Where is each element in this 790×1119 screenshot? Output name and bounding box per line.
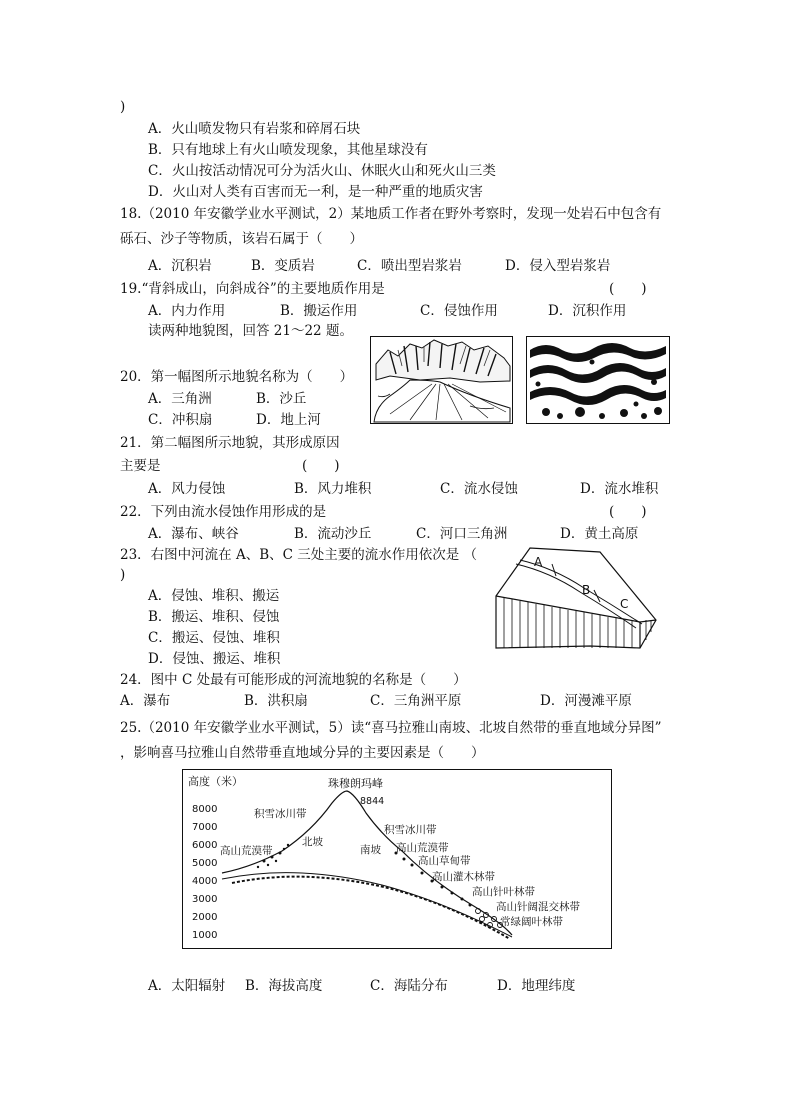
q23-option-b[interactable]: B．搬运、堆积、侵蚀 (148, 609, 280, 625)
q21-option-a[interactable]: A．风力侵蚀 (148, 481, 226, 497)
south-zone-alpine-meadow: 高山草甸带 (418, 855, 471, 867)
south-zone-alpine-conifer: 高山针叶林带 (472, 886, 535, 898)
q22-option-b[interactable]: B．流动沙丘 (294, 526, 372, 542)
q21-option-b[interactable]: B．风力堆积 (294, 481, 372, 497)
q25-stem-line1: 25.（2010 年安徽学业水平测试，5）读“喜马拉雅山南坡、北坡自然带的垂直地域分异图” (120, 720, 662, 736)
q22-option-d[interactable]: D．黄土高原 (560, 526, 639, 542)
north-slope-label: 北坡 (302, 836, 323, 848)
q18-option-a[interactable]: A．沉积岩 (148, 258, 212, 274)
q22-stem: 22．下列由流水侵蚀作用形成的是 (120, 504, 327, 520)
q23-option-c[interactable]: C．搬运、侵蚀、堆积 (148, 630, 280, 646)
q19-option-d[interactable]: D．沉积作用 (548, 303, 627, 319)
q17-tail: ) (120, 99, 126, 115)
q23-stem-line2: ) (120, 567, 126, 583)
q17-option-c[interactable]: C．火山按活动情况可分为活火山、休眠火山和死火山三类 (148, 163, 496, 179)
q17-option-d[interactable]: D．火山对人类有百害而无一利，是一种严重的地质灾害 (148, 184, 483, 200)
q25-option-d[interactable]: D．地理纬度 (497, 978, 576, 994)
q17-option-b[interactable]: B．只有地球上有火山喷发现象，其他星球没有 (148, 142, 428, 158)
y-tick-1000: 1000 (192, 930, 218, 941)
q24-option-b[interactable]: B．洪积扇 (244, 693, 308, 709)
south-zone-snow-ice: 积雪冰川带 (384, 824, 437, 836)
river-label-a: A (534, 555, 543, 569)
figure-sand-dunes (526, 336, 670, 424)
q25-option-b[interactable]: B．海拔高度 (245, 978, 323, 994)
q20-stem: 20．第一幅图所示地貌名称为（ ） (120, 369, 354, 385)
south-zone-evergreen-broadleaf: 常绿阔叶林带 (500, 916, 563, 928)
q23-stem-line1: 23．右图中河流在 A、B、C 三处主要的流水作用依次是 （ (120, 547, 478, 563)
peak-height: 8844 (360, 796, 385, 807)
q18-option-b[interactable]: B．变质岩 (251, 258, 315, 274)
q21-stem-line1: 21．第二幅图所示地貌，其形成原因 (120, 435, 340, 451)
q24-option-c[interactable]: C．三角洲平原 (370, 693, 462, 709)
y-tick-3000: 3000 (192, 894, 218, 905)
south-zone-alpine-desert: 高山荒漠带 (396, 842, 449, 854)
y-tick-7000: 7000 (192, 822, 218, 833)
q23-option-a[interactable]: A．侵蚀、堆积、搬运 (148, 588, 280, 604)
q24-stem: 24．图中 C 处最有可能形成的河流地貌的名称是（ ） (120, 672, 467, 688)
q20-option-b[interactable]: B．沙丘 (256, 391, 307, 407)
q19-option-c[interactable]: C．侵蚀作用 (420, 303, 498, 319)
river-label-c: C (620, 597, 629, 611)
q25-option-a[interactable]: A．太阳辐射 (148, 978, 226, 994)
q20-option-c[interactable]: C．冲积扇 (148, 412, 213, 428)
reading-intro-21-22: 读两种地貌图，回答 21～22 题。 (148, 323, 353, 339)
figure-river-block-diagram (490, 540, 666, 652)
y-tick-5000: 5000 (192, 858, 218, 869)
q18-stem-line2: 砾石、沙子等物质，该岩石属于（ ） (120, 231, 363, 247)
q19-answer-bracket[interactable]: ( ) (609, 281, 647, 297)
y-tick-6000: 6000 (192, 840, 218, 851)
q25-option-c[interactable]: C．海陆分布 (370, 978, 448, 994)
q22-answer-bracket[interactable]: ( ) (609, 504, 647, 520)
peak-name: 珠穆朗玛峰 (328, 777, 383, 790)
river-label-b: B (582, 583, 591, 597)
south-slope-label: 南坡 (360, 844, 381, 856)
q25-stem-line2: ，影响喜马拉雅山自然带垂直地域分异的主要因素是（ ） (120, 745, 485, 761)
q24-option-a[interactable]: A．瀑布 (120, 693, 171, 709)
q21-answer-bracket[interactable]: ( ) (302, 458, 340, 474)
y-tick-4000: 4000 (192, 876, 218, 887)
q19-option-a[interactable]: A．内力作用 (148, 303, 226, 319)
figure-alluvial-fan (370, 336, 513, 424)
q18-option-c[interactable]: C．喷出型岩浆岩 (357, 258, 462, 274)
q22-option-c[interactable]: C．河口三角洲 (416, 526, 508, 542)
north-zone-alpine-desert: 高山荒漠带 (220, 845, 273, 857)
y-tick-2000: 2000 (192, 912, 218, 923)
south-zone-alpine-shrub: 高山灌木林带 (432, 871, 495, 883)
q19-option-b[interactable]: B．搬运作用 (280, 303, 358, 319)
q18-option-d[interactable]: D．侵入型岩浆岩 (505, 258, 611, 274)
q18-stem-line1: 18.（2010 年安徽学业水平测试，2）某地质工作者在野外考察时，发现一处岩石中包含有 (120, 206, 662, 222)
q22-option-a[interactable]: A．瀑布、峡谷 (148, 526, 239, 542)
south-zone-mixed-forest: 高山针阔混交林带 (496, 901, 580, 913)
q21-stem-line2: 主要是 (120, 458, 161, 474)
q21-option-c[interactable]: C．流水侵蚀 (440, 481, 518, 497)
q21-option-d[interactable]: D．流水堆积 (580, 481, 659, 497)
himalaya-zonation-diagram (182, 769, 612, 949)
q20-option-d[interactable]: D．地上河 (256, 412, 321, 428)
q17-option-a[interactable]: A．火山喷发物只有岩浆和碎屑石块 (148, 121, 361, 137)
q20-option-a[interactable]: A．三角洲 (148, 391, 212, 407)
q24-option-d[interactable]: D．河漫滩平原 (540, 693, 632, 709)
y-tick-8000: 8000 (192, 804, 218, 815)
north-zone-snow-ice: 积雪冰川带 (254, 808, 307, 820)
q23-option-d[interactable]: D．侵蚀、搬运、堆积 (148, 651, 281, 667)
q19-stem: 19.“背斜成山，向斜成谷”的主要地质作用是 (120, 281, 385, 297)
y-axis-label: 高度（米） (188, 775, 243, 788)
